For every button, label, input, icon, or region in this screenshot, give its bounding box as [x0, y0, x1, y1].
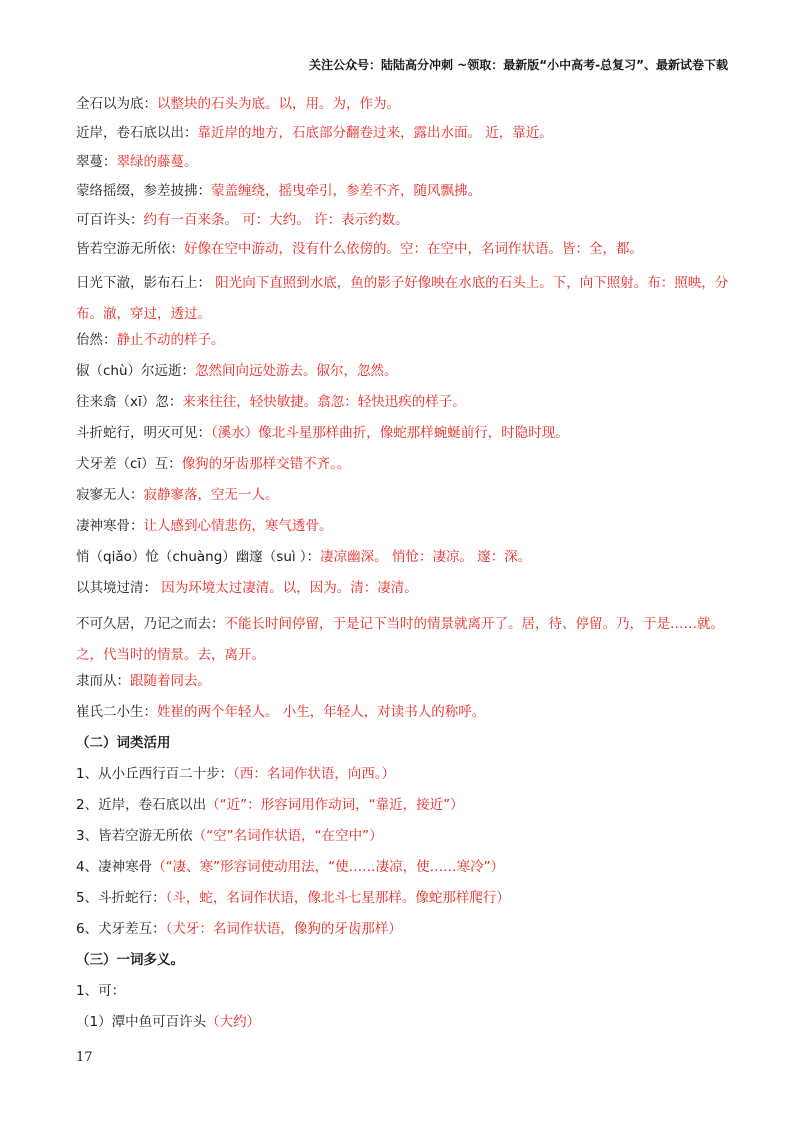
- annotation-line: 隶而从：跟随着同去。: [76, 673, 211, 689]
- list-item: 2、近岸，卷石底以出（“近”：形容词用作动词，“靠近，接近”）: [76, 797, 464, 813]
- annotation-line: 全石以为底：以整块的石头为底。以，用。为，作为。: [76, 96, 400, 112]
- page-number: 17: [76, 1050, 93, 1065]
- list-item: 1、从小丘西行百二十步：（西：名词作状语，向西。）: [76, 766, 396, 782]
- annotation-line: 日光下澈，影布石上： 阳光向下直照到水底，鱼的影子好像映在水底的石头上。下，向下照射。布：照映，分布。澈，穿过，透过。: [76, 275, 729, 322]
- annotation-line: 斗折蛇行，明灭可见：（溪水）像北斗星那样曲折，像蛇那样蜿蜒前行，时隐时现。: [76, 425, 569, 441]
- annotation-line: 可百许头：约有一百来条。 可：大约。 许：表示约数。: [76, 212, 409, 228]
- annotation-line: 凄神寒骨：让人感到心情悲伤，寒气透骨。: [76, 518, 333, 534]
- annotation-line: 翠蔓：翠绿的藤蔓。: [76, 154, 198, 170]
- annotation-line: 以其境过清： 因为环境太过凄清。以，因为。清：凄清。: [76, 580, 418, 596]
- sub-heading: 1、可：: [76, 983, 126, 999]
- list-item: 4、凄神寒骨（“凄、寒”形容词使动用法，“使……凄凉，使……寒冷”）: [76, 859, 505, 875]
- annotation-line: 皆若空游无所依：好像在空中游动，没有什么依傍的。空：在空中，名词作状语。皆：全，都。: [76, 241, 643, 257]
- list-item: 3、皆若空游无所依（“空”名词作状语，“在空中”）: [76, 828, 383, 844]
- annotation-line: 近岸，卷石底以出：靠近岸的地方，石底部分翻卷过来，露出水面。 近，靠近。: [76, 125, 553, 141]
- list-item: 5、斗折蛇行：（斗，蛇，名词作状语，像北斗七星那样。像蛇那样爬行）: [76, 890, 510, 906]
- annotation-line: 崔氏二小生：姓崔的两个年轻人。 小生，年轻人，对读书人的称呼。: [76, 704, 486, 720]
- annotation-line: 往来翕（xī）忽：来来往往，轻快敏捷。翕忽：轻快迅疾的样子。: [76, 394, 466, 410]
- annotation-line: 不可久居，乃记之而去：不能长时间停留，于是记下当时的情景就离开了。居，待、停留。乃，于是……就。之，代当时的情景。去，离开。: [76, 616, 724, 663]
- annotation-line: 蒙络摇缀，参差披拂：蒙盖缠绕，摇曳牵引，参差不齐，随风飘拂。: [76, 183, 481, 199]
- section-heading: （三）一词多义。: [76, 952, 184, 968]
- annotation-line: 俶（chù）尔远逝：忽然间向远处游去。俶尔，忽然。: [76, 363, 398, 379]
- list-item: （1）潭中鱼可百许头（大约）: [76, 1014, 261, 1030]
- annotation-line: 佁然：静止不动的样子。: [76, 332, 225, 348]
- list-item: 6、犬牙差互：（犬牙：名词作状语，像狗的牙齿那样）: [76, 921, 402, 937]
- annotation-line: 寂寥无人：寂静寥落，空无一人。: [76, 487, 279, 503]
- annotation-line: 悄（qiǎo）怆（chuàng）幽邃（suì ）：凄凉幽深。 悄怆：凄凉。 邃：深。: [76, 549, 532, 565]
- page-header: 关注公众号：陆陆高分冲刺 ~领取：最新版“小中高考-总复习”、最新试卷下载: [309, 58, 728, 72]
- section-heading: （二）词类活用: [76, 735, 171, 751]
- document-body: [76, 94, 736, 1043]
- annotation-line: 犬牙差（cī）互：像狗的牙齿那样交错不齐。。: [76, 456, 351, 472]
